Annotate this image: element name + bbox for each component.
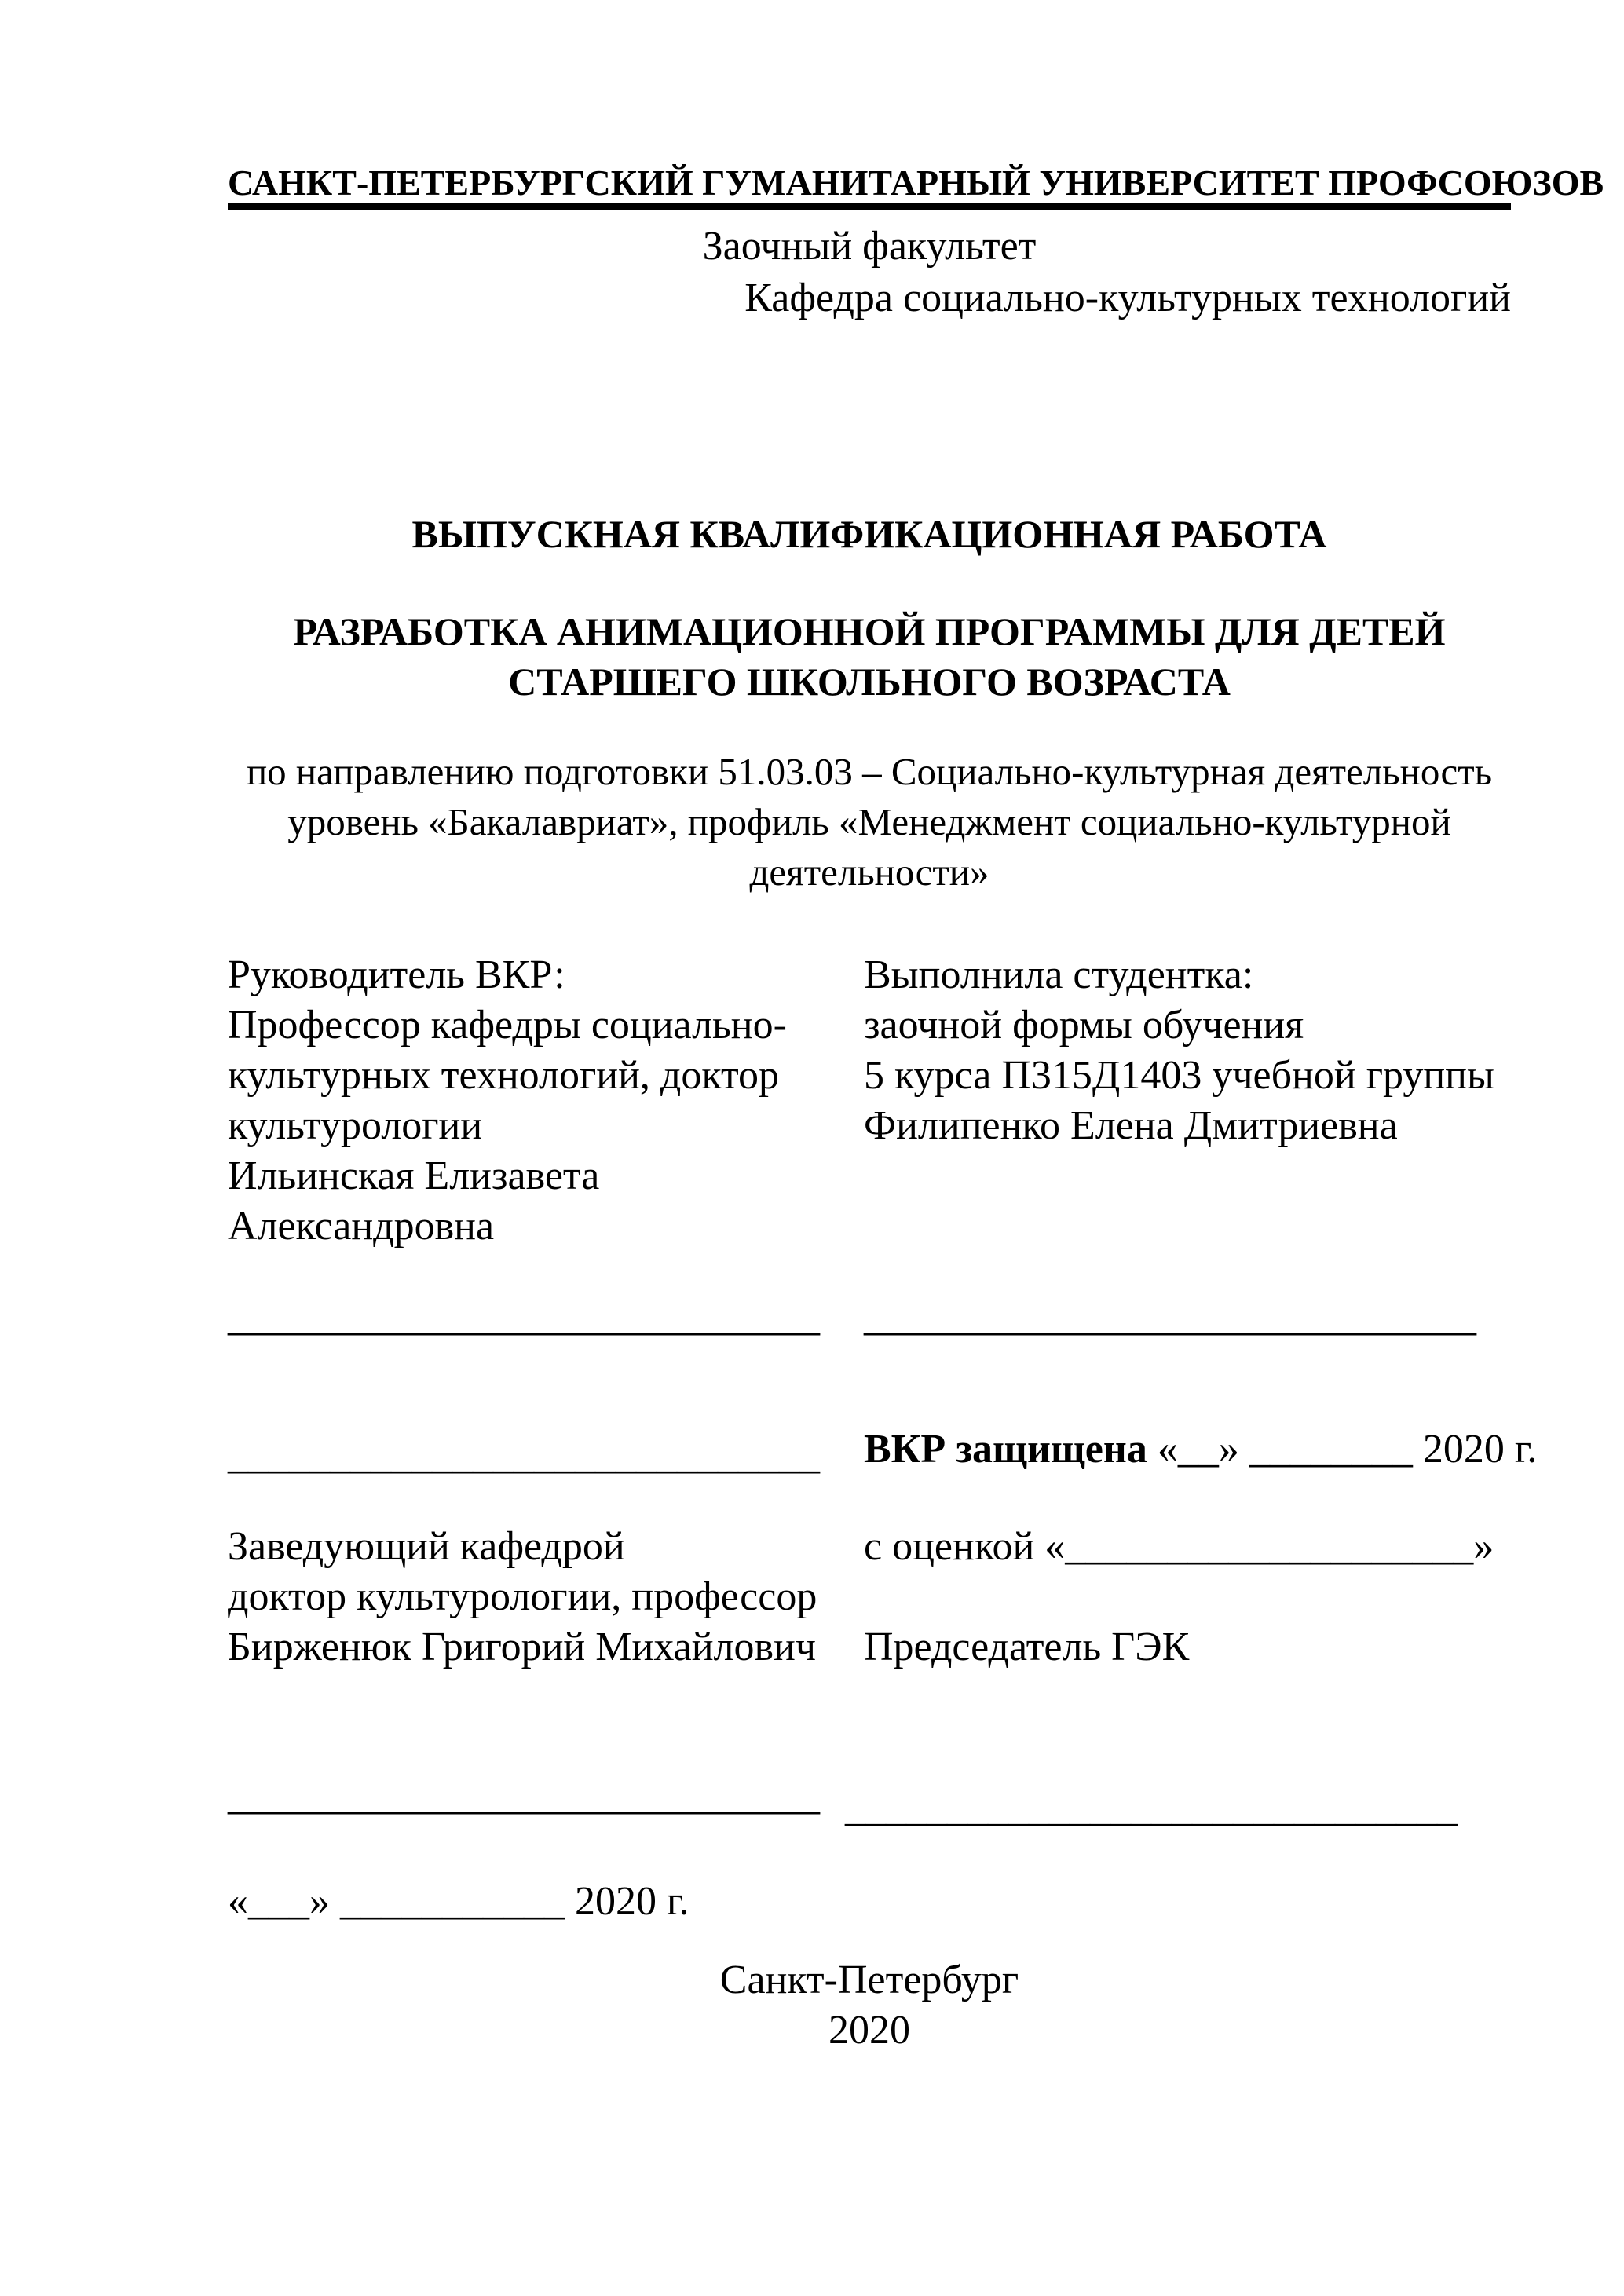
header-rule — [228, 203, 1511, 210]
chairman-signature-line: ______________________________ — [845, 1786, 1458, 1830]
work-type-heading: ВЫПУСКНАЯ КВАЛИФИКАЦИОННАЯ РАБОТА — [411, 512, 1327, 556]
student-group: 5 курса П315Д1403 учебной группы — [864, 1053, 1494, 1098]
faculty-name: Заочный факультет — [702, 224, 1037, 269]
year-label: 2020 — [828, 2008, 910, 2053]
student-study-form: заочной формы обучения — [864, 1003, 1304, 1047]
head-of-department-role: Заведующий кафедрой — [228, 1524, 625, 1569]
grade-line — [864, 1526, 1494, 1567]
grade-closing-quote: » — [1473, 1524, 1494, 1569]
head-of-department-name: Бирженюк Григорий Михайлович — [228, 1625, 817, 1669]
university-name: САНКТ-ПЕТЕРБУРГСКИЙ ГУМАНИТАРНЫЙ УНИВЕРСИТЕТ ПРОФСОЮЗОВ — [228, 163, 1604, 203]
head-signature-line: _____________________________ — [228, 1433, 820, 1478]
head-of-department-degree: доктор культурологии, профессор — [228, 1574, 817, 1619]
work-title-line-2: СТАРШЕГО ШКОЛЬНОГО ВОЗРАСТА — [508, 660, 1231, 704]
program-line-2: уровень «Бакалавриат», профиль «Менеджмент социально-культурной — [287, 800, 1451, 843]
supervisor-position-line-2: культурных технологий, доктор — [228, 1053, 779, 1098]
city-label: Санкт-Петербург — [719, 1958, 1019, 2002]
supervisor-name-line-2: Александровна — [228, 1204, 495, 1249]
student-name: Филипенко Елена Дмитриевна — [864, 1103, 1398, 1148]
supervisor-role-label: Руководитель ВКР: — [228, 952, 565, 997]
program-line-1: по направлению подготовки 51.03.03 – Социально-культурная деятельность — [246, 750, 1493, 793]
chairman-label: Председатель ГЭК — [864, 1625, 1190, 1669]
defense-date-label: ВКР защищена — [864, 1427, 1147, 1472]
grade-label: с оценкой « — [864, 1524, 1066, 1569]
defense-date-blank: «__» ________ 2020 г. — [1147, 1427, 1538, 1472]
grade-blank: ____________________ — [1065, 1524, 1474, 1569]
student-signature-line: ______________________________ — [864, 1295, 1476, 1340]
approval-date-blank: «___» ___________ 2020 г. — [228, 1879, 689, 1924]
supervisor-signature-line: _____________________________ — [228, 1295, 820, 1340]
supervisor-position-line-1: Профессор кафедры социально- — [228, 1003, 787, 1047]
work-title-line-1: РАЗРАБОТКА АНИМАЦИОННОЙ ПРОГРАММЫ ДЛЯ ДЕТЕЙ — [293, 609, 1446, 653]
supervisor-position-line-3: культурологии — [228, 1103, 483, 1148]
defense-date-line — [864, 1429, 1537, 1470]
program-line-3: деятельности» — [749, 850, 989, 894]
supervisor-name-line-1: Ильинская Елизавета — [228, 1153, 600, 1198]
student-block — [864, 950, 1511, 1151]
student-role-label: Выполнила студентка: — [864, 952, 1254, 997]
head-bottom-signature-line: _____________________________ — [228, 1774, 820, 1819]
department-name: Кафедра социально-культурных технологий — [744, 276, 1511, 320]
supervisor-block — [228, 950, 848, 1252]
